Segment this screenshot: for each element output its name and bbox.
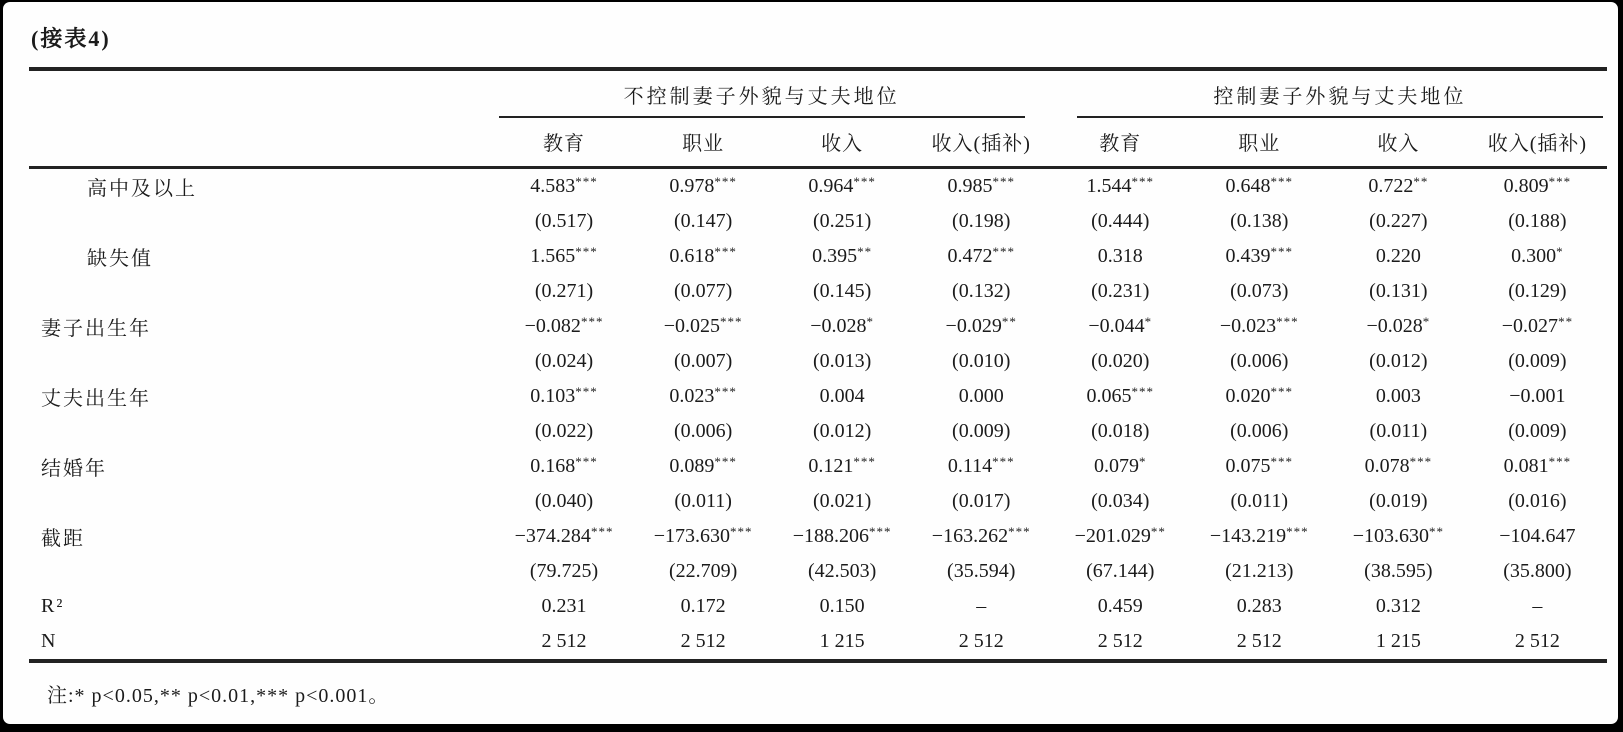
coef-value: 0.078 (1364, 455, 1410, 477)
se-cell: (67.144) (1086, 560, 1155, 582)
coef-cell (1329, 449, 1468, 484)
significance-stars: *** (1548, 454, 1572, 469)
stat-cell: 2 512 (634, 624, 773, 661)
significance-stars: *** (719, 314, 743, 329)
se-cell: (0.013) (812, 350, 872, 372)
coef-cell (1468, 519, 1607, 554)
coef-cell (1329, 379, 1468, 414)
significance-stars: * (1556, 244, 1564, 259)
corner-cell (29, 118, 495, 168)
significance-stars: *** (1131, 384, 1154, 399)
coef-cell (1329, 519, 1468, 554)
coef-value: −0.001 (1509, 385, 1566, 407)
row-label-empty (29, 204, 495, 239)
coef-value: 0.081 (1503, 455, 1549, 477)
significance-stars: * (1144, 314, 1153, 329)
significance-stars: *** (590, 524, 614, 539)
table-caption: (接表4) (31, 26, 111, 51)
se-cell: (0.012) (812, 420, 872, 442)
se-cell: (0.517) (534, 210, 594, 232)
stat-cell: 2 512 (495, 624, 634, 661)
coef-value: 0.648 (1225, 175, 1271, 197)
se-cell: (0.231) (1091, 280, 1150, 302)
coef-cell (1329, 239, 1468, 274)
row-label: R² (41, 595, 65, 617)
regression-table (29, 67, 1607, 663)
significance-stars: *** (714, 174, 737, 189)
group-header-left-label: 不控制妻子外貌与丈夫地位 (499, 71, 1025, 118)
se-cell: (22.709) (668, 560, 738, 582)
row-label: 妻子出生年 (41, 318, 151, 340)
se-row (29, 344, 1607, 379)
coef-cell (634, 168, 773, 205)
se-cell: (0.010) (952, 350, 1011, 372)
se-cell: (0.198) (952, 210, 1011, 232)
coef-cell (1190, 168, 1329, 205)
coef-value: −163.262 (931, 525, 1009, 547)
coef-value: −104.647 (1499, 525, 1576, 547)
coef-cell (1190, 309, 1329, 344)
significance-stars: ** (1001, 314, 1017, 329)
coef-cell (1329, 168, 1468, 205)
coef-cell (1051, 519, 1190, 554)
coef-cell (1468, 239, 1607, 274)
se-cell: (0.227) (1369, 210, 1428, 232)
stat-cell: 0.283 (1236, 595, 1282, 617)
coef-value: 0.023 (669, 385, 715, 407)
group-header-row (29, 69, 1607, 118)
coef-row (29, 379, 1607, 414)
row-label: 结婚年 (41, 458, 107, 480)
se-cell: (0.251) (812, 210, 872, 232)
se-cell: (0.034) (1091, 490, 1150, 512)
significance-stars: *** (1008, 524, 1031, 539)
coef-cell (773, 309, 912, 344)
significance-stars: *** (853, 174, 876, 189)
coef-cell (912, 168, 1051, 205)
se-cell: (0.077) (673, 280, 733, 302)
stat-cell: 2 512 (912, 624, 1051, 661)
coef-cell (495, 379, 634, 414)
significance-stars: *** (992, 174, 1015, 189)
column-header: 收入 (1329, 118, 1468, 168)
se-cell: (0.020) (1091, 350, 1150, 372)
coef-value: −0.027 (1501, 315, 1559, 337)
coef-cell (912, 449, 1051, 484)
significance-stars: *** (714, 244, 737, 259)
row-label-empty (29, 344, 495, 379)
coef-value: −0.023 (1219, 315, 1277, 337)
se-cell: (0.021) (812, 490, 872, 512)
se-cell: (0.022) (534, 420, 594, 442)
se-cell: (35.800) (1503, 560, 1572, 582)
se-cell: (0.006) (1230, 350, 1289, 372)
coef-value: 0.103 (530, 385, 576, 407)
coef-cell (1468, 309, 1607, 344)
coef-value: 0.121 (808, 455, 854, 477)
scanned-page (3, 2, 1618, 724)
coef-row (29, 239, 1607, 274)
group-header-right-label: 控制妻子外貌与丈夫地位 (1077, 71, 1603, 118)
coef-cell (1051, 239, 1190, 274)
significance-stars: *** (714, 384, 737, 399)
se-cell: (0.009) (952, 420, 1011, 442)
significance-stars: *** (1409, 454, 1433, 469)
stat-cell: 1 215 (1329, 624, 1468, 661)
significance-stars: ** (1413, 174, 1429, 189)
coef-cell (634, 239, 773, 274)
se-cell: (0.011) (1369, 420, 1428, 442)
coef-row (29, 168, 1607, 205)
coef-value: 0.089 (669, 455, 715, 477)
coef-value: −0.025 (663, 315, 720, 337)
se-cell: (79.725) (529, 560, 599, 582)
row-label-empty (29, 484, 495, 519)
se-cell: (35.594) (947, 560, 1016, 582)
coef-cell (912, 309, 1051, 344)
se-cell: (0.024) (534, 350, 594, 372)
coef-value: 0.000 (958, 385, 1004, 407)
stat-cell: 0.172 (680, 595, 726, 617)
coef-value: 0.618 (669, 245, 715, 267)
significance-stars: *** (1270, 384, 1294, 399)
significance-stars: *** (992, 244, 1015, 259)
coef-cell (1051, 309, 1190, 344)
coef-value: 0.809 (1503, 175, 1549, 197)
se-row (29, 554, 1607, 589)
se-row (29, 204, 1607, 239)
stat-row (29, 624, 1607, 661)
coef-cell (912, 519, 1051, 554)
significance-stars: *** (575, 174, 598, 189)
coef-value: 0.964 (808, 175, 854, 197)
coef-value: −0.029 (945, 315, 1002, 337)
stat-cell: – (1532, 595, 1543, 617)
se-cell: (42.503) (807, 560, 877, 582)
stat-cell: 2 512 (1051, 624, 1190, 661)
table-body (29, 168, 1607, 662)
significance-stars: *** (575, 384, 598, 399)
se-cell: (0.009) (1508, 350, 1567, 372)
significance-stars: *** (729, 524, 753, 539)
coef-cell (1051, 168, 1190, 205)
coef-cell (1468, 379, 1607, 414)
coef-cell (1468, 449, 1607, 484)
significance-stars: *** (1131, 174, 1154, 189)
stat-cell: 2 512 (1190, 624, 1329, 661)
significance-stars: *** (1548, 174, 1572, 189)
significance-stars: *** (1276, 314, 1299, 329)
significance-stars: ** (1558, 314, 1574, 329)
coef-value: 0.318 (1097, 245, 1143, 267)
corner-cell (29, 69, 495, 118)
significance-stars: *** (1270, 244, 1294, 259)
se-cell: (0.138) (1230, 210, 1289, 232)
column-header: 教育 (1051, 118, 1190, 168)
coef-value: 0.395 (812, 245, 858, 267)
stat-row (29, 589, 1607, 624)
significance-stars: * (1138, 454, 1147, 469)
column-header: 收入 (773, 118, 912, 168)
significance-stars: *** (1286, 524, 1309, 539)
se-cell: (0.131) (1369, 280, 1428, 302)
coef-cell (912, 239, 1051, 274)
se-cell: (0.009) (1508, 420, 1567, 442)
se-cell: (0.129) (1508, 280, 1567, 302)
coef-value: 0.722 (1368, 175, 1414, 197)
coef-value: −173.630 (653, 525, 730, 547)
se-cell: (0.147) (673, 210, 733, 232)
se-cell: (0.016) (1508, 490, 1567, 512)
stat-cell: 0.312 (1375, 595, 1421, 617)
row-label: 缺失值 (87, 248, 153, 270)
coef-cell (1190, 239, 1329, 274)
coef-cell (773, 239, 912, 274)
se-cell: (21.213) (1225, 560, 1294, 582)
coef-value: 1.565 (530, 245, 576, 267)
se-cell: (0.011) (674, 490, 732, 512)
column-header: 职业 (1190, 118, 1329, 168)
row-label-empty (29, 414, 495, 449)
coef-value: 0.978 (669, 175, 715, 197)
coef-cell (634, 449, 773, 484)
row-label: N (29, 624, 495, 661)
coef-value: 0.004 (819, 385, 865, 407)
significance-stars: *** (580, 314, 604, 329)
coef-cell (495, 168, 634, 205)
row-label-empty (29, 274, 495, 309)
coef-value: −143.219 (1209, 525, 1287, 547)
se-cell: (0.271) (534, 280, 594, 302)
significance-stars: *** (1270, 454, 1294, 469)
coef-value: 0.985 (947, 175, 993, 197)
stat-cell: 1 215 (773, 624, 912, 661)
row-label: 截距 (41, 528, 85, 550)
significance-stars: *** (575, 454, 598, 469)
significance-note: 注:* p<0.05,** p<0.01,*** p<0.001。 (47, 685, 390, 707)
se-cell: (38.595) (1364, 560, 1433, 582)
coef-cell (1051, 379, 1190, 414)
se-cell: (0.006) (1230, 420, 1289, 442)
row-label: 丈夫出生年 (41, 388, 151, 410)
se-cell: (0.006) (673, 420, 733, 442)
column-header: 收入(插补) (1468, 118, 1607, 168)
group-header-left (495, 69, 1051, 118)
se-row (29, 414, 1607, 449)
coef-value: −0.028 (1366, 315, 1423, 337)
stat-cell: 0.150 (819, 595, 865, 617)
coef-value: 0.075 (1225, 455, 1271, 477)
significance-stars: *** (575, 244, 598, 259)
column-header: 收入(插补) (912, 118, 1051, 168)
se-cell: (0.132) (952, 280, 1011, 302)
coef-value: 0.439 (1225, 245, 1271, 267)
coef-value: 0.079 (1093, 455, 1139, 477)
se-cell: (0.145) (812, 280, 872, 302)
coef-row (29, 519, 1607, 554)
stat-cell: 0.231 (541, 595, 587, 617)
coef-value: 0.168 (530, 455, 576, 477)
coef-value: −0.082 (524, 315, 581, 337)
significance-stars: * (1422, 314, 1431, 329)
se-cell: (0.188) (1508, 210, 1567, 232)
coef-value: 0.003 (1375, 385, 1421, 407)
coef-value: 0.114 (947, 455, 993, 477)
coef-cell (495, 449, 634, 484)
coef-cell (495, 239, 634, 274)
coef-cell (912, 379, 1051, 414)
significance-stars: *** (869, 524, 892, 539)
coef-cell (773, 379, 912, 414)
se-cell: (0.073) (1230, 280, 1289, 302)
coef-cell (1190, 519, 1329, 554)
coef-value: −201.029 (1074, 525, 1151, 547)
se-row (29, 274, 1607, 309)
significance-stars: *** (1270, 174, 1294, 189)
significance-stars: ** (1150, 524, 1166, 539)
coef-value: 0.020 (1225, 385, 1271, 407)
significance-stars: *** (714, 454, 737, 469)
coef-cell (634, 309, 773, 344)
coef-cell (773, 168, 912, 205)
se-cell: (0.017) (952, 490, 1011, 512)
se-row (29, 484, 1607, 519)
significance-stars: *** (853, 454, 876, 469)
coef-value: 0.220 (1375, 245, 1421, 267)
se-cell: (0.011) (1230, 490, 1289, 512)
stat-cell: – (976, 595, 987, 617)
se-cell: (0.444) (1091, 210, 1150, 232)
se-cell: (0.007) (673, 350, 733, 372)
coef-value: 1.544 (1086, 175, 1132, 197)
group-header-right (1051, 69, 1607, 118)
coef-cell (634, 379, 773, 414)
row-label: 高中及以上 (87, 178, 197, 200)
coef-cell (634, 519, 773, 554)
column-header: 教育 (495, 118, 634, 168)
significance-stars: ** (1428, 524, 1444, 539)
coef-value: 0.065 (1086, 385, 1132, 407)
coef-row (29, 449, 1607, 484)
coef-cell (1051, 449, 1190, 484)
se-cell: (0.019) (1369, 490, 1428, 512)
coef-value: −374.284 (514, 525, 591, 547)
stat-cell: 2 512 (1468, 624, 1607, 661)
coef-value: 0.300 (1511, 245, 1557, 267)
coef-value: −0.028 (810, 315, 867, 337)
significance-stars: * (866, 314, 875, 329)
coef-value: −103.630 (1352, 525, 1429, 547)
coef-cell (495, 309, 634, 344)
coef-cell (1190, 379, 1329, 414)
coef-value: −188.206 (792, 525, 870, 547)
coef-row (29, 309, 1607, 344)
coef-cell (1190, 449, 1329, 484)
coef-cell (773, 519, 912, 554)
significance-stars: *** (992, 454, 1015, 469)
coef-cell (773, 449, 912, 484)
se-cell: (0.012) (1369, 350, 1428, 372)
coef-cell (1329, 309, 1468, 344)
coef-cell (495, 519, 634, 554)
coef-value: 0.472 (947, 245, 993, 267)
stat-cell: 0.459 (1097, 595, 1143, 617)
row-label-empty (29, 554, 495, 589)
coef-cell (1468, 168, 1607, 205)
coef-value: 4.583 (530, 175, 576, 197)
se-cell: (0.040) (534, 490, 594, 512)
coef-value: −0.044 (1088, 315, 1145, 337)
column-header: 职业 (634, 118, 773, 168)
significance-stars: ** (857, 244, 873, 259)
se-cell: (0.018) (1091, 420, 1150, 442)
column-header-row (29, 118, 1607, 168)
